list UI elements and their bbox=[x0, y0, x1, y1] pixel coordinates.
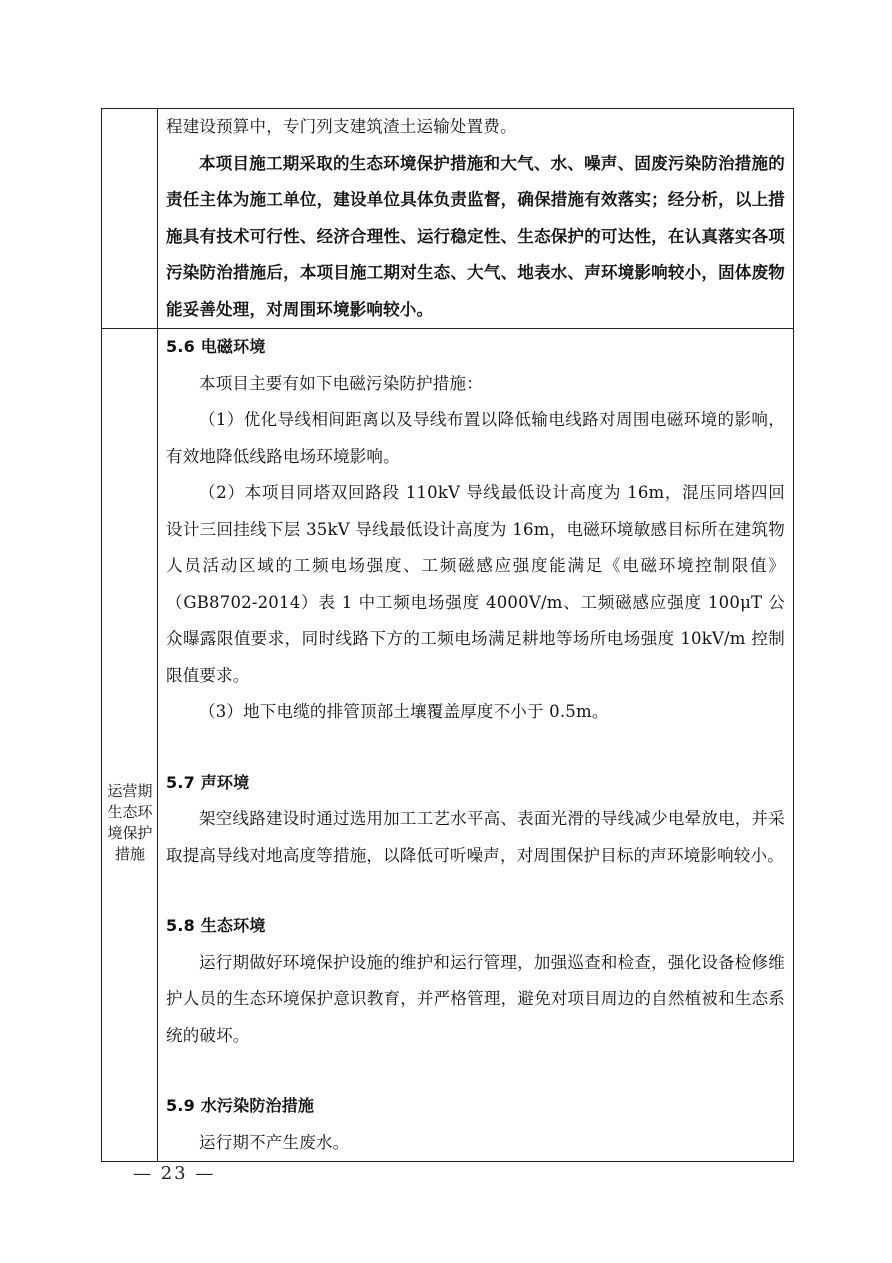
row-label-line: 生态环 bbox=[107, 803, 153, 821]
content-cell-operation bbox=[158, 329, 794, 1162]
paragraph-responsibility: 本项目施工期采取的生态环境保护措施和大气、水、噪声、固废污染防治措施的责任主体为施工单位，建设单位具体负责监督，确保措施有效落实；经分析，以上措施具有技术可行性、经济合理性、运行稳定性、生态保护的可达性，在认真落实各项污染防治措施后，本项目施工期对生态、大气、地表水、声环境影响较小，固体废物能妥善处理，对周围环境影响较小。 bbox=[166, 153, 785, 319]
spacer bbox=[166, 731, 785, 765]
paragraph-em-intro: 本项目主要有如下电磁污染防护措施： bbox=[199, 373, 483, 393]
label-cell-empty bbox=[102, 109, 158, 329]
paragraph-em-item3: （3）地下电缆的排管顶部土壤覆盖厚度不小于 0.5m。 bbox=[199, 702, 609, 721]
paragraph-em-item2: （2）本项目同塔双回路段 110kV 导线最低设计高度为 16m，混压同塔四回设计三回挂线下层 35kV 导线最低设计高度为 16m，电磁环境敏感目标所在建筑物人员活动区域的工频电场强度、工频磁感应强度能满足《电磁环境控制限值》（GB8702-2014）表 1 中工频电场强度 4000V/m、工频磁感应强度 100μT 公众曝露限值要求，同时线路下方的工频电场满足耕地等场所电场强度 10kV/m 控制限值要求。 bbox=[166, 483, 785, 685]
row-label-line: 措施 bbox=[114, 845, 145, 863]
spacer bbox=[166, 874, 785, 908]
section-heading-5-9: 5.9 水污染防治措施 bbox=[166, 1096, 315, 1115]
section-heading-5-7: 5.7 声环境 bbox=[166, 772, 250, 792]
paragraph-budget: 程建设预算中，专门列支建筑渣土运输处置费。 bbox=[166, 117, 517, 136]
measures-table bbox=[101, 108, 794, 1162]
paragraph-em-item1: （1）优化导线相间距离以及导线布置以降低输电线路对周围电磁环境的影响，有效地降低线路电场环境影响。 bbox=[166, 410, 785, 466]
row-label bbox=[102, 625, 158, 865]
table-row-construction bbox=[102, 109, 794, 329]
label-cell-operation bbox=[102, 329, 158, 1162]
paragraph-noise: 架空线路建设时通过选用加工工艺水平高、表面光滑的导线减少电晕放电，并采取提高导线对地高度等措施，以降低可听噪声，对周围保护目标的声环境影响较小。 bbox=[166, 809, 785, 865]
page-number: — 23 — bbox=[133, 1163, 216, 1184]
section-heading-5-6: 5.6 电磁环境 bbox=[166, 337, 266, 356]
spacer bbox=[166, 1054, 785, 1088]
section-heading-5-8: 5.8 生态环境 bbox=[166, 916, 266, 935]
row-label-line: 运营期 bbox=[107, 782, 153, 800]
row-label-line: 境保护 bbox=[107, 824, 153, 842]
content-cell-construction bbox=[158, 109, 794, 329]
paragraph-ecology: 运行期做好环境保护设施的维护和运行管理，加强巡查和检查，强化设备检修维护人员的生态环境保护意识教育，并严格管理，避免对项目周边的自然植被和生态系统的破坏。 bbox=[166, 952, 785, 1045]
paragraph-water: 运行期不产生废水。 bbox=[199, 1132, 350, 1152]
table-row-operation bbox=[102, 329, 794, 1162]
